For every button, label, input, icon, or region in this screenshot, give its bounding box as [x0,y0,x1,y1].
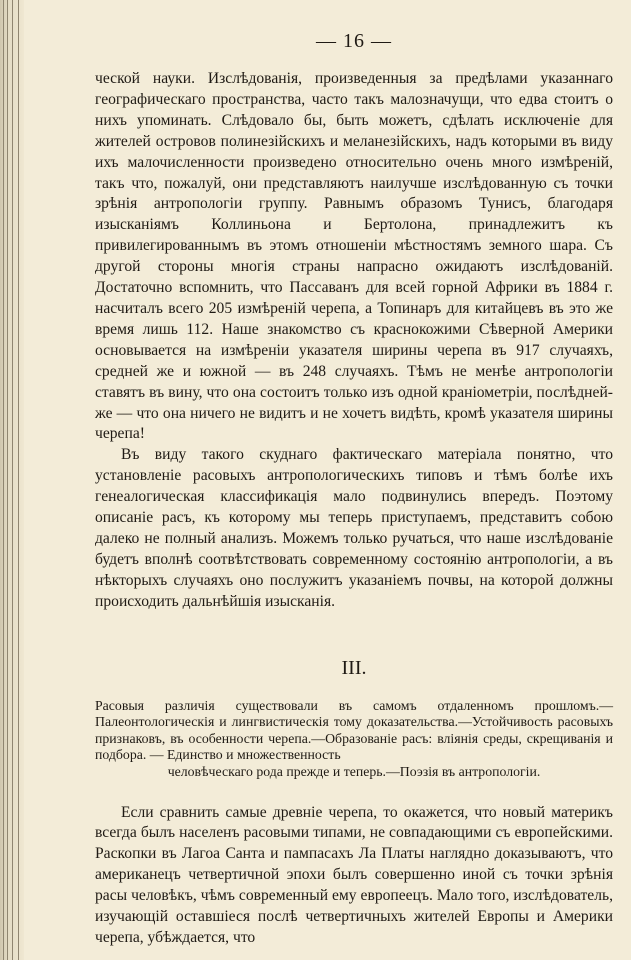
gutter-line [18,0,19,960]
summary-last-line: человѣческаго рода прежде и теперь.—Поэзія въ антропологіи. [167,763,541,779]
summary-text: Расовыя различія существовали въ самомъ отдаленномъ прошломъ.— Палеонтологическія и лингвистическія тому доказательства.—Устойчивость расовыхъ признаковъ, въ особенности черепа.—Образованіе расъ: вліянія среды, скрещиванія и подбора. — Единство и множественность [95,697,613,763]
section-number: III. [341,656,367,679]
gutter-line [7,0,8,960]
paragraph: Въ виду такого скуднаго фактическаго матеріала понятно, что установленіе расовыхъ антропологическихъ типовъ и тѣмъ болѣе ихъ генеалогическая классификація мало подвинулись впередъ. Поэтому описаніе расъ, къ которому мы теперь приступаемъ, представитъ собою далеко не полный анализъ. Можемъ только ручаться, что наше изслѣдованіе будетъ вполнѣ соотвѣтствовать современному состоянію антропологіи, а въ нѣкторыхъ случаяхъ оно послужитъ указаніемъ почвы, на которой должны происходить дальнѣйшія изысканія. [95,446,613,610]
paragraph: ческой науки. Изслѣдованія, произведенныя за предѣлами указаннаго географическаго пространства, часто такъ малозначущи, что едва стоитъ о нихъ упоминать. Слѣдовало бы, быть можетъ, сдѣлать исключеніе для жителей островов полинезійскихъ и меланезійскихъ, надъ которыми въ виду ихъ малочисленности произведено относительно очень много измѣреній, такъ что, пожалуй, они представляютъ наилучше изслѣдованную съ точки зрѣнія антропологіи группу. Равнымъ образомъ Тунисъ, благодаря изысканіямъ Коллиньона и Бертолона, принадлежитъ къ привилегированнымъ въ этомъ отношеніи мѣстностямъ земного шара. Съ другой стороны многія страны напрасно ожидаютъ изслѣдованій. Достаточно вспомнить, что Пассаванъ для всей горной Африки въ 1884 г. насчиталъ всего 205 измѣреній черепа, а Топинаръ для китайцевъ въ это же время лишь 112. Наше знакомство съ краснокожими Сѣверной Америки основывается на измѣреніи указателя ширины черепа въ 917 случаяхъ, средней же и южной — въ 248 случаяхъ. Тѣмъ не менѣе антропологіи ставятъ въ вину, что она состоитъ только изъ одной краніометріи, послѣдней-же — что она ничего не видитъ и не хочетъ видѣть, кромѣ указателя ширины черепа! [95,70,613,443]
gutter-line [12,0,13,960]
paragraph: Если сравнить самые древніе черепа, то окажется, что новый материкъ всегда былъ населенъ расовыми типами, не совпадающими съ европейскими. Раскопки въ Лагоа Санта и пампасахъ Ла Платы наглядно доказываютъ, что американецъ четвертичной эпохи былъ совершенно иной съ точки зрѣнія расы человѣкъ, чѣмъ современный ему европеецъ. Мало того, изслѣдователь, изучающій оставшіеся послѣ четвертичныхъ жителей Европы и Америки черепа, убѣждается, что [95,803,613,946]
page [95,30,613,949]
page-number: — 16 — [316,30,392,52]
section-summary [95,698,613,781]
section-text [95,803,613,949]
book-gutter [0,0,24,960]
gutter-line [3,0,4,960]
body-text [95,69,613,613]
